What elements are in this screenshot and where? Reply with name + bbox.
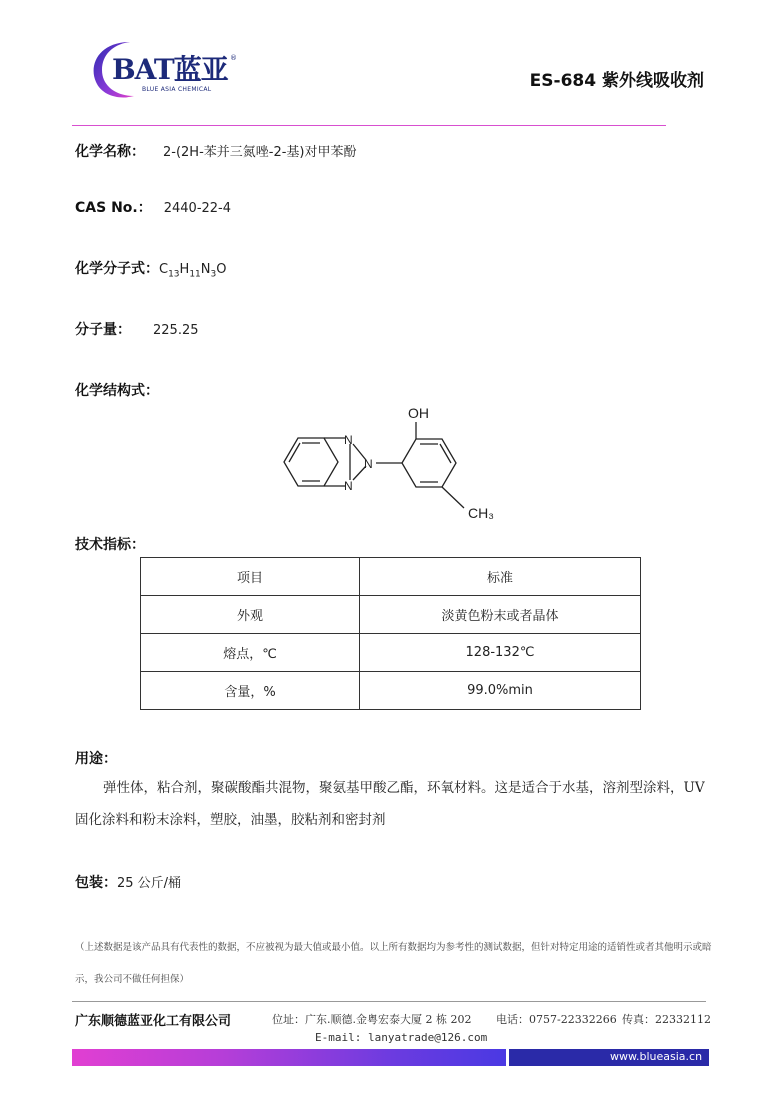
packing-label: 包装：: [75, 875, 117, 891]
table-header-cell: 标准: [360, 558, 641, 596]
document-title: ES-684 紫外线吸收剂: [529, 71, 704, 91]
table-cell: 99.0%min: [360, 672, 641, 710]
table-cell: 外观: [141, 596, 360, 634]
mw-value: 225.25: [153, 323, 199, 338]
specs-table: [140, 557, 641, 710]
table-header-row: [141, 558, 641, 596]
specs-label: 技术指标：: [75, 537, 145, 553]
header-divider: [72, 125, 666, 126]
table-cell: 熔点，℃: [141, 634, 360, 672]
mw-row: [75, 319, 199, 339]
usage-text: 弹性体，粘合剂，聚碳酸酯共混物，聚氨基甲酸乙酯，环氧材料。这是适合于水基，溶剂型涂料，UV 固化涂料和粉末涂料，塑胶，油墨，胶粘剂和密封剂: [75, 780, 705, 828]
usage-row: [75, 748, 117, 768]
chemical-structure-diagram: [278, 400, 508, 528]
formula-value: $C_{13}H_{11}N_3O$: [159, 262, 227, 280]
structure-row: [75, 380, 159, 400]
chem-name-row: [75, 141, 357, 161]
structure-label: 化学结构式：: [75, 383, 159, 399]
website-link[interactable]: www.blueasia.cn: [610, 1050, 703, 1063]
cas-row: [75, 197, 231, 217]
logo-text: BAT蓝亚: [112, 53, 228, 86]
table-header-cell: 项目: [141, 558, 360, 596]
registered-mark: ®: [230, 54, 237, 62]
table-row: [141, 634, 641, 672]
disclaimer-text: （上述数据是该产品具有代表性的数据，不应被视为最大值或最小值。以上所有数据均为参考性的测试数据，但针对特定用途的适销性或者其他明示或暗示，我公司不做任何担保）: [75, 942, 712, 985]
company-phone: 电话：0757-22332266: [496, 1013, 617, 1026]
structure-n3-label: N: [344, 479, 353, 493]
mw-label: 分子量：: [75, 322, 131, 338]
company-address: 位址：广东.顺德.金粤宏泰大厦 2 栋 202: [272, 1013, 472, 1026]
chem-name-label: 化学名称：: [75, 144, 145, 160]
formula-label: 化学分子式：: [75, 261, 159, 277]
company-name: 广东顺德蓝亚化工有限公司: [75, 1014, 232, 1029]
packing-value: 25 公斤/桶: [117, 876, 182, 891]
footer-gradient-band: [72, 1049, 506, 1066]
cas-value: 2440-22-4: [163, 201, 232, 216]
structure-ch3-label: CH₃: [468, 505, 494, 521]
table-cell: 淡黄色粉末或者晶体: [360, 596, 641, 634]
table-row: [141, 672, 641, 710]
table-cell: 128-132℃: [360, 634, 641, 672]
packing-row: [75, 872, 181, 892]
usage-label: 用途：: [75, 751, 117, 767]
company-email[interactable]: E-mail: lanyatrade@126.com: [315, 1031, 488, 1044]
chem-name-value: 2-(2H-苯并三氮唑-2-基)对甲苯酚: [163, 145, 357, 160]
specs-row: [75, 534, 145, 554]
table-cell: 含量，%: [141, 672, 360, 710]
structure-n2-label: N: [364, 457, 373, 471]
cas-label: CAS No.：: [75, 200, 152, 216]
structure-oh-label: OH: [408, 405, 429, 421]
logo-subtitle: BLUE ASIA CHEMICAL: [142, 86, 212, 93]
structure-n1-label: N: [344, 433, 353, 447]
footer-divider: [72, 1001, 706, 1002]
table-row: [141, 596, 641, 634]
formula-row: [75, 258, 226, 280]
company-fax: 传真：22332112: [622, 1013, 711, 1026]
